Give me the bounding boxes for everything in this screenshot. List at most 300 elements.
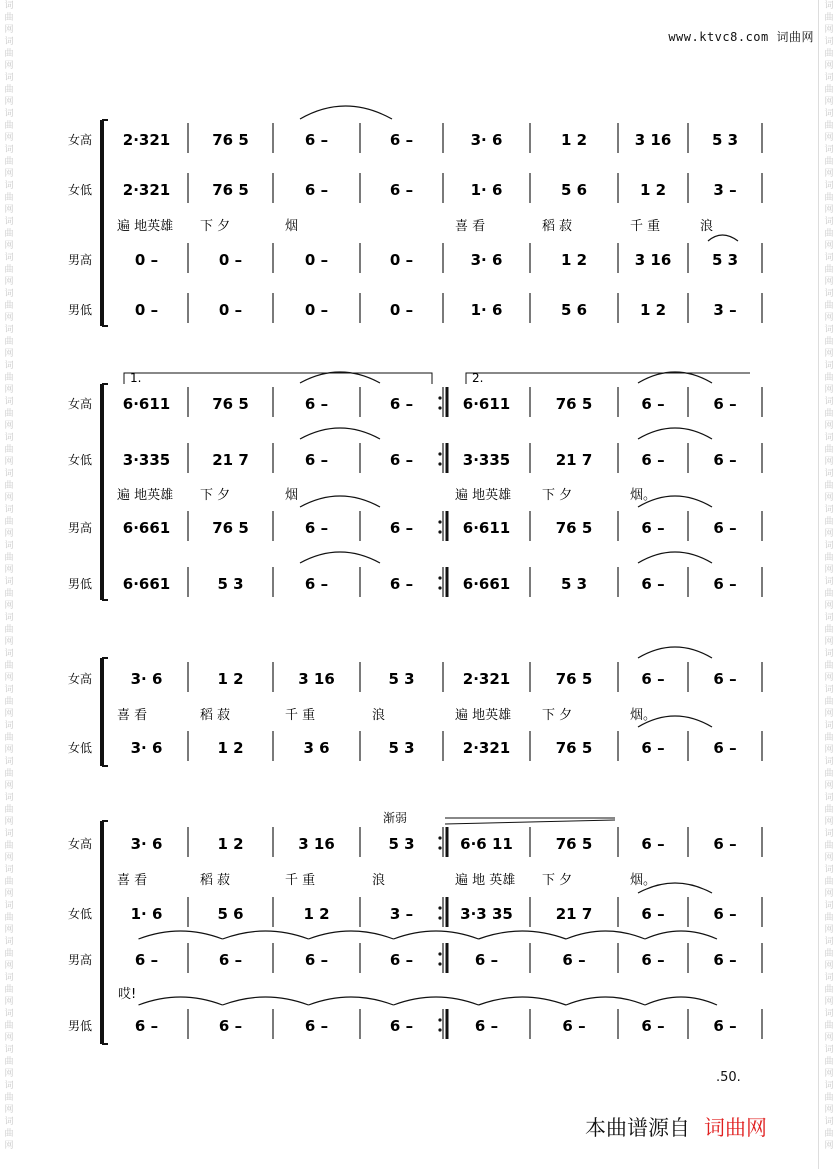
measure-notes: 6 – xyxy=(218,951,243,969)
watermark-glyph: 曲 xyxy=(824,409,834,419)
watermark-glyph: 网 xyxy=(824,457,834,467)
watermark-glyph: 网 xyxy=(824,277,834,287)
watermark-glyph: 网 xyxy=(824,205,834,215)
measure-notes: 6 – xyxy=(562,951,586,969)
watermark-glyph: 曲 xyxy=(4,121,14,131)
lyric-text: 稻 菽 xyxy=(200,708,231,723)
watermark-glyph: 词 xyxy=(4,289,14,299)
watermark-glyph: 词 xyxy=(4,217,14,227)
measure-notes: 6 – xyxy=(641,951,665,969)
lyric-text: 遍 地英雄 xyxy=(117,488,174,503)
volta-first-bracket xyxy=(124,373,432,384)
repeat-dot xyxy=(438,906,441,909)
tie-arc xyxy=(638,372,712,383)
measure-notes: 76 5 xyxy=(555,739,593,757)
watermark-glyph: 词 xyxy=(824,397,834,407)
repeat-dot xyxy=(438,586,441,589)
watermark-glyph: 曲 xyxy=(824,913,834,923)
measure-notes: 1· 6 xyxy=(130,905,163,923)
watermark-glyph: 词 xyxy=(4,1045,14,1055)
voice-label: 女低 xyxy=(67,907,93,921)
watermark-glyph: 曲 xyxy=(4,229,14,239)
measure-notes: 6 – xyxy=(641,835,665,853)
voice-label: 男高 xyxy=(67,953,93,967)
tie-arc xyxy=(223,997,309,1005)
watermark-glyph: 曲 xyxy=(824,337,834,347)
lyric-text: 烟。 xyxy=(630,488,657,503)
watermark-glyph: 词 xyxy=(4,937,14,947)
measure-notes: 76 5 xyxy=(555,395,593,413)
measure-notes: 6 – xyxy=(304,451,329,469)
watermark-glyph: 网 xyxy=(824,421,834,431)
watermark-glyph: 词 xyxy=(4,721,14,731)
lyric-text: 烟 xyxy=(285,488,299,503)
watermark-glyph: 网 xyxy=(4,1069,14,1079)
volta-second-label: 2. xyxy=(472,371,484,385)
measure-notes: 1 2 xyxy=(217,835,244,853)
watermark-glyph: 词 xyxy=(4,73,14,83)
watermark-glyph: 词 xyxy=(824,469,834,479)
voice-label: 女低 xyxy=(67,453,93,467)
tie-arc xyxy=(300,496,380,507)
watermark-glyph: 曲 xyxy=(4,841,14,851)
watermark-glyph: 网 xyxy=(4,709,14,719)
measure-notes: 0 – xyxy=(218,301,243,319)
measure-notes: 6 – xyxy=(713,835,737,853)
measure-notes: 1· 6 xyxy=(470,301,503,319)
measure-notes: 6 – xyxy=(713,451,737,469)
measure-notes: 6 – xyxy=(641,1017,665,1035)
measure-notes: 3 16 xyxy=(298,835,335,853)
watermark-glyph: 曲 xyxy=(4,301,14,311)
measure-notes: 3 16 xyxy=(634,251,672,269)
watermark-glyph: 曲 xyxy=(4,481,14,491)
watermark-glyph: 词 xyxy=(4,1117,14,1127)
measure-notes: 21 7 xyxy=(212,451,249,469)
page-number: .50. xyxy=(716,1070,741,1085)
watermark-glyph: 词 xyxy=(824,1,834,11)
watermark-glyph: 词 xyxy=(824,145,834,155)
tie-arc xyxy=(300,372,380,383)
watermark-glyph: 网 xyxy=(4,493,14,503)
measure-notes: 76 5 xyxy=(212,131,249,149)
measure-notes: 1 2 xyxy=(639,181,667,199)
watermark-glyph: 词 xyxy=(4,577,14,587)
watermark-glyph: 曲 xyxy=(4,805,14,815)
watermark-glyph: 网 xyxy=(824,709,834,719)
site-name: 词曲网 xyxy=(776,30,814,44)
watermark-glyph: 网 xyxy=(4,925,14,935)
watermark-glyph: 曲 xyxy=(824,157,834,167)
watermark-glyph: 曲 xyxy=(824,877,834,887)
measure-notes: 76 5 xyxy=(555,519,593,537)
measure-notes: 3· 6 xyxy=(470,251,503,269)
lyric-text: 千 重 xyxy=(285,873,316,888)
measure-notes: 6 – xyxy=(713,1017,737,1035)
measure-notes: 6 – xyxy=(641,905,665,923)
tie-arc xyxy=(645,931,717,939)
watermark-glyph: 词 xyxy=(4,253,14,263)
measure-notes: 6 – xyxy=(389,131,414,149)
measure-notes: 0 – xyxy=(304,301,329,319)
measure-notes: 3 – xyxy=(389,905,414,923)
watermark-glyph: 曲 xyxy=(4,337,14,347)
voice-label: 男低 xyxy=(67,577,93,591)
watermark-glyph: 网 xyxy=(824,637,834,647)
watermark-glyph: 曲 xyxy=(4,877,14,887)
measure-notes: 5 3 xyxy=(711,131,739,149)
watermark-glyph: 曲 xyxy=(824,229,834,239)
measure-notes: 5 3 xyxy=(560,575,588,593)
watermark-glyph: 网 xyxy=(4,205,14,215)
lyric-text: 遍 地 英雄 xyxy=(455,873,516,888)
measure-notes: 1 2 xyxy=(217,739,244,757)
measure-notes: 76 5 xyxy=(212,395,249,413)
watermark-glyph: 词 xyxy=(824,1009,834,1019)
watermark-glyph: 曲 xyxy=(4,1093,14,1103)
lyric-text: 下 夕 xyxy=(200,488,231,503)
measure-notes: 2·321 xyxy=(122,181,171,199)
watermark-glyph: 曲 xyxy=(824,1057,834,1067)
measure-notes: 6·611 xyxy=(122,395,171,413)
watermark-glyph: 曲 xyxy=(824,985,834,995)
watermark-glyph: 网 xyxy=(4,385,14,395)
watermark-glyph: 曲 xyxy=(824,697,834,707)
watermark-glyph: 词 xyxy=(824,973,834,983)
watermark-glyph: 网 xyxy=(824,313,834,323)
watermark-glyph: 词 xyxy=(4,109,14,119)
watermark-glyph: 网 xyxy=(824,493,834,503)
tie-arc xyxy=(566,997,645,1005)
measure-notes: 6 – xyxy=(389,519,414,537)
watermark-glyph: 曲 xyxy=(4,553,14,563)
measure-notes: 21 7 xyxy=(555,451,593,469)
watermark-glyph: 曲 xyxy=(824,1021,834,1031)
measure-notes: 21 7 xyxy=(555,905,593,923)
measure-notes: 3· 6 xyxy=(130,835,163,853)
watermark-glyph: 曲 xyxy=(824,517,834,527)
lyric-text: 喜 看 xyxy=(455,219,486,234)
watermark-glyph: 词 xyxy=(4,793,14,803)
watermark-glyph: 网 xyxy=(4,781,14,791)
watermark-glyph: 词 xyxy=(824,721,834,731)
measure-notes: 6 – xyxy=(713,670,737,688)
measure-notes: 6 – xyxy=(713,905,737,923)
watermark-glyph: 曲 xyxy=(824,445,834,455)
watermark-glyph: 词 xyxy=(4,901,14,911)
watermark-glyph: 词 xyxy=(4,469,14,479)
measure-notes: 6·661 xyxy=(122,519,171,537)
watermark-glyph: 网 xyxy=(4,745,14,755)
lyric-text: 稻 菽 xyxy=(542,219,573,234)
measure-notes: 6 – xyxy=(218,1017,243,1035)
measure-notes: 6 – xyxy=(641,451,665,469)
lyric-text: 浪 xyxy=(372,873,386,888)
watermark-glyph: 网 xyxy=(824,1033,834,1043)
repeat-dot xyxy=(438,452,441,455)
watermark-glyph: 曲 xyxy=(824,733,834,743)
measure-notes: 6 – xyxy=(304,951,329,969)
measure-notes: 6 – xyxy=(304,395,329,413)
watermark-glyph: 曲 xyxy=(824,841,834,851)
watermark-glyph: 词 xyxy=(4,1081,14,1091)
repeat-dot xyxy=(438,836,441,839)
watermark-glyph: 词 xyxy=(824,829,834,839)
watermark-glyph: 网 xyxy=(824,1105,834,1115)
repeat-dot xyxy=(438,406,441,409)
voice-label: 女高 xyxy=(67,397,93,411)
watermark-glyph: 曲 xyxy=(4,625,14,635)
repeat-dot xyxy=(438,1018,441,1021)
measure-notes: 5 3 xyxy=(711,251,739,269)
tie-arc xyxy=(479,997,567,1005)
measure-notes: 6 – xyxy=(134,1017,159,1035)
voice-label: 女低 xyxy=(67,741,93,755)
tie-arc xyxy=(645,997,717,1005)
watermark-glyph: 词 xyxy=(824,253,834,263)
measure-notes: 6 – xyxy=(304,519,329,537)
repeat-dot xyxy=(438,952,441,955)
repeat-dot xyxy=(438,962,441,965)
watermark-glyph: 曲 xyxy=(4,769,14,779)
voice-label: 男高 xyxy=(67,253,93,267)
measure-notes: 6 – xyxy=(641,519,665,537)
watermark-glyph: 曲 xyxy=(4,409,14,419)
exclamation-lyric: 哎! xyxy=(118,987,137,1002)
watermark-glyph: 网 xyxy=(824,925,834,935)
voice-label: 女低 xyxy=(67,183,93,197)
lyric-text: 浪 xyxy=(372,708,386,723)
watermark-glyph: 曲 xyxy=(824,553,834,563)
watermark-glyph: 曲 xyxy=(4,265,14,275)
watermark-glyph: 曲 xyxy=(4,913,14,923)
volta-first-label: 1. xyxy=(130,371,142,385)
watermark-glyph: 词 xyxy=(4,325,14,335)
watermark-glyph: 曲 xyxy=(4,1129,14,1139)
lyric-text: 喜 看 xyxy=(117,708,148,723)
measure-notes: 3 16 xyxy=(634,131,672,149)
footer-prefix: 本曲谱源自 xyxy=(585,1116,690,1140)
measure-notes: 5 6 xyxy=(560,181,588,199)
measure-notes: 1 2 xyxy=(560,251,588,269)
watermark-glyph: 词 xyxy=(4,37,14,47)
watermark-glyph: 词 xyxy=(824,325,834,335)
watermark-glyph: 网 xyxy=(824,97,834,107)
lyric-text: 下 夕 xyxy=(542,488,573,503)
measure-notes: 6 – xyxy=(641,670,665,688)
watermark-glyph: 词 xyxy=(4,649,14,659)
measure-notes: 6 – xyxy=(389,1017,414,1035)
measure-notes: 6 – xyxy=(304,575,329,593)
measure-notes: 6 – xyxy=(304,181,329,199)
voice-label: 女高 xyxy=(67,133,93,147)
watermark-glyph: 网 xyxy=(4,673,14,683)
voice-label: 女高 xyxy=(67,837,93,851)
watermark-glyph: 网 xyxy=(4,349,14,359)
tie-arc xyxy=(638,428,712,439)
measure-notes: 6 – xyxy=(641,575,665,593)
watermark-glyph: 词 xyxy=(4,145,14,155)
watermark-glyph: 词 xyxy=(824,37,834,47)
watermark-glyph: 词 xyxy=(4,973,14,983)
watermark-glyph: 曲 xyxy=(4,445,14,455)
measure-notes: 5 6 xyxy=(560,301,588,319)
measure-notes: 6 – xyxy=(389,575,414,593)
watermark-glyph: 词 xyxy=(824,361,834,371)
watermark-glyph: 曲 xyxy=(4,13,14,23)
measure-notes: 5 6 xyxy=(217,905,244,923)
expression-mark: 渐弱 xyxy=(382,811,408,825)
watermark-glyph: 曲 xyxy=(824,589,834,599)
watermark-glyph: 曲 xyxy=(824,13,834,23)
watermark-glyph: 网 xyxy=(824,781,834,791)
lyric-text: 下 夕 xyxy=(542,708,573,723)
voice-label: 男高 xyxy=(67,521,93,535)
watermark-glyph: 网 xyxy=(4,997,14,1007)
measure-notes: 3·335 xyxy=(122,451,171,469)
measure-notes: 6 – xyxy=(474,951,499,969)
measure-notes: 76 5 xyxy=(555,670,593,688)
watermark-glyph: 曲 xyxy=(4,49,14,59)
watermark-glyph: 曲 xyxy=(4,589,14,599)
watermark-glyph: 曲 xyxy=(4,733,14,743)
watermark-glyph: 网 xyxy=(4,25,14,35)
measure-notes: 3· 6 xyxy=(130,670,163,688)
tie-arc xyxy=(638,647,712,658)
watermark-glyph: 词 xyxy=(4,685,14,695)
source-footer[interactable] xyxy=(585,1112,767,1142)
watermark-glyph: 词 xyxy=(4,613,14,623)
watermark-glyph: 网 xyxy=(4,421,14,431)
watermark-glyph: 词 xyxy=(824,1045,834,1055)
lyric-text: 喜 看 xyxy=(117,873,148,888)
measure-notes: 0 – xyxy=(304,251,329,269)
watermark-glyph: 网 xyxy=(824,529,834,539)
measure-notes: 3 – xyxy=(713,301,737,319)
watermark-glyph: 网 xyxy=(4,457,14,467)
measure-notes: 6 – xyxy=(389,951,414,969)
watermark-glyph: 网 xyxy=(4,565,14,575)
watermark-glyph: 曲 xyxy=(4,949,14,959)
measure-notes: 3 – xyxy=(713,181,737,199)
tie-arc xyxy=(300,552,380,563)
repeat-dot xyxy=(438,396,441,399)
watermark-glyph: 词 xyxy=(824,505,834,515)
watermark-glyph: 曲 xyxy=(4,985,14,995)
measure-notes: 2·321 xyxy=(462,670,511,688)
watermark-glyph: 网 xyxy=(4,61,14,71)
measure-notes: 5 3 xyxy=(388,835,415,853)
watermark-glyph: 曲 xyxy=(824,1093,834,1103)
measure-notes: 6 – xyxy=(713,519,737,537)
tie-arc xyxy=(638,552,712,563)
watermark-glyph: 曲 xyxy=(4,157,14,167)
watermark-glyph: 词 xyxy=(4,397,14,407)
watermark-glyph: 网 xyxy=(4,961,14,971)
watermark-glyph: 词 xyxy=(824,433,834,443)
watermark-glyph: 词 xyxy=(824,217,834,227)
lyric-text: 浪 xyxy=(700,219,714,234)
watermark-glyph: 曲 xyxy=(4,661,14,671)
measure-notes: 5 3 xyxy=(217,575,244,593)
lyric-text: 下 夕 xyxy=(200,219,231,234)
watermark-glyph: 曲 xyxy=(4,697,14,707)
tie-arc xyxy=(300,428,380,439)
watermark-glyph: 网 xyxy=(824,817,834,827)
watermark-glyph: 网 xyxy=(824,169,834,179)
watermark-glyph: 词 xyxy=(824,109,834,119)
measure-notes: 6 – xyxy=(389,395,414,413)
watermark-glyph: 网 xyxy=(824,853,834,863)
measure-notes: 5 3 xyxy=(388,739,415,757)
watermark-glyph: 网 xyxy=(4,601,14,611)
measure-notes: 1 2 xyxy=(303,905,330,923)
repeat-dot xyxy=(438,916,441,919)
watermark-glyph: 网 xyxy=(4,1033,14,1043)
watermark-glyph: 网 xyxy=(4,169,14,179)
watermark-glyph: 曲 xyxy=(824,301,834,311)
measure-notes: 3·3 35 xyxy=(460,905,513,923)
tie-arc xyxy=(309,931,394,939)
watermark-glyph: 网 xyxy=(824,385,834,395)
lyric-text: 烟。 xyxy=(630,708,657,723)
dim-hairpin xyxy=(445,820,615,824)
watermark-glyph: 曲 xyxy=(4,193,14,203)
measure-notes: 3· 6 xyxy=(470,131,503,149)
lyric-text: 遍 地英雄 xyxy=(455,708,512,723)
watermark-glyph: 网 xyxy=(4,1141,14,1151)
volta-second-bracket xyxy=(466,373,750,384)
watermark-glyph: 网 xyxy=(4,529,14,539)
watermark-glyph: 网 xyxy=(824,241,834,251)
measure-notes: 6 – xyxy=(713,739,737,757)
measure-notes: 1 2 xyxy=(217,670,244,688)
measure-notes: 6 – xyxy=(641,395,665,413)
tie-arc xyxy=(300,106,392,119)
watermark-glyph: 网 xyxy=(824,61,834,71)
site-url[interactable]: www.ktvc8.com xyxy=(668,30,769,44)
watermark-glyph: 词 xyxy=(4,829,14,839)
watermark-glyph: 曲 xyxy=(824,265,834,275)
measure-notes: 6·6 11 xyxy=(460,835,513,853)
measure-notes: 6·611 xyxy=(462,395,511,413)
watermark-glyph: 曲 xyxy=(824,121,834,131)
measure-notes: 2·321 xyxy=(122,131,171,149)
watermark-glyph: 网 xyxy=(4,241,14,251)
watermark-glyph: 网 xyxy=(824,1141,834,1151)
watermark-glyph: 词 xyxy=(824,649,834,659)
tie-arc xyxy=(566,931,645,939)
footer-brand-link[interactable]: 词曲网 xyxy=(704,1116,767,1140)
lyric-text: 稻 菽 xyxy=(200,873,231,888)
lyric-text: 千 重 xyxy=(630,219,661,234)
watermark-glyph: 网 xyxy=(4,817,14,827)
measure-notes: 76 5 xyxy=(555,835,593,853)
watermark-glyph: 网 xyxy=(824,997,834,1007)
watermark-glyph: 词 xyxy=(824,613,834,623)
tie-arc xyxy=(394,997,479,1005)
watermark-glyph: 网 xyxy=(4,133,14,143)
measure-notes: 5 3 xyxy=(388,670,415,688)
slur-arc xyxy=(708,235,738,241)
lyric-text: 千 重 xyxy=(285,708,316,723)
watermark-glyph: 词 xyxy=(824,685,834,695)
watermark-glyph: 网 xyxy=(824,133,834,143)
watermark-glyph: 词 xyxy=(4,1009,14,1019)
watermark-glyph: 网 xyxy=(824,565,834,575)
watermark-glyph: 词 xyxy=(4,865,14,875)
watermark-glyph: 词 xyxy=(824,577,834,587)
